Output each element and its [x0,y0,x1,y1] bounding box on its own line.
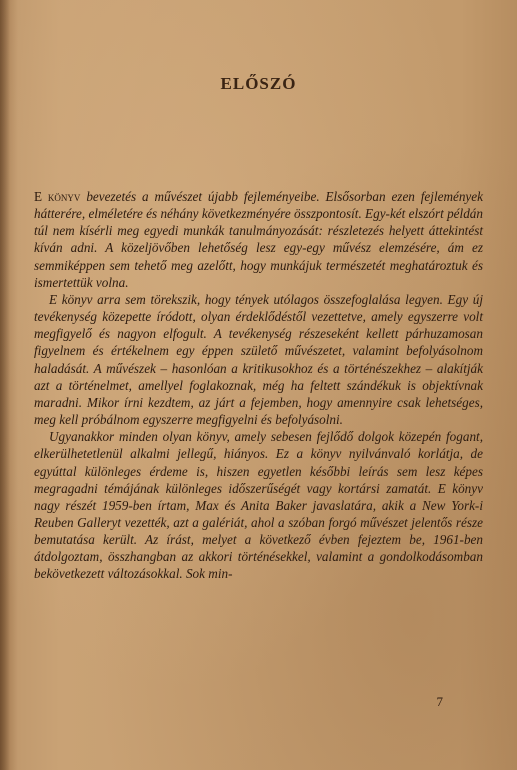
paragraph [34,291,483,428]
paragraph-text: Ugyanakkor minden olyan könyv, amely sebesen fejlődő dolgok közepén fogant, elkerülhetetlenül alkalmi jellegű, hiányos. Ez a könyv nyilvánvaló korlátja, de egyúttal különleges érdeme is, hiszen egyetlen későbbi leírás sem lesz képes megragadni témájának különleges időszerűségét vagy kortársi zamatát. E könyv nagy részét 1959-ben írtam, Max és Anita Baker javaslatára, akik a New York-i Reuben Galleryt vezették, azt a galériát, ahol a szóban forgó művészet jelentős része bemutatása került. Az írást, melyet a következő évben fejeztem be, 1961-ben átdolgoztam, összhangban az akkori történésekkel, valamint a gondolkodásomban bekövetkezett változásokkal. Sok min- [34,429,483,582]
body-text [34,188,483,583]
paragraph-lead-small-caps: E könyv [34,189,81,204]
page-number: 7 [436,694,443,709]
paragraph [34,188,483,291]
paragraph [34,428,483,582]
chapter-title: ELŐSZÓ [220,74,297,93]
paragraph-text: bevezetés a művészet újabb fejleményeibe. Elsősorban ezen fejlemények hátterére, elméletére és néhány következményére összpontosít. Egy-két elszórt példán túl nem kísérli meg egyedi munkák tanulmányozását: részletezés helyett áttekintést kíván adni. A közeljövőben lehetőség lesz egy-egy művész elemzésére, ám ez semmiképpen sem tehető meg azelőtt, hogy munkájuk természetét meghatároztuk és ismertettük volna. [34,189,483,290]
page-gutter-shadow [0,0,10,770]
paragraph-text: E könyv arra sem törekszik, hogy tények utólagos összefoglalása legyen. Egy új tevékenység közepette íródott, olyan érdeklődéstől vezettetve, amely egyszerre volt megfigyelő és nagyon elfogult. A tevékenység részeseként kellett párhuzamosan figyelnem és értékelnem egy éppen születő művészetet, valamint befolyásolnom haladását. A művészek – hasonlóan a kritikusokhoz és a történészekhez – alakítják azt a történelmet, amellyel foglakoznak, még ha feltett szándékuk is objektívnak maradni. Mikor írni kezdtem, az járt a fejemben, hogy amennyire csak lehetséges, meg kell próbálnom egyszerre megfigyelni és befolyásolni. [34,291,483,428]
